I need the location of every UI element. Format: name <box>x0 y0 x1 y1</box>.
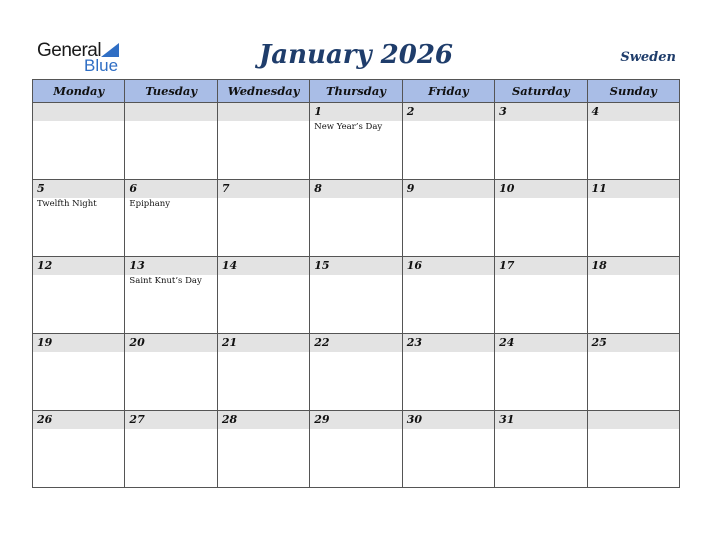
day-number: 2 <box>403 103 494 121</box>
day-cell <box>587 257 679 334</box>
weekday-monday: Monday <box>33 80 125 103</box>
holiday-label <box>495 198 586 199</box>
day-number: 26 <box>33 411 124 429</box>
day-cell <box>33 334 125 411</box>
day-cell <box>495 257 587 334</box>
weekday-saturday: Saturday <box>495 80 587 103</box>
day-number: 28 <box>218 411 309 429</box>
day-cell <box>125 180 217 257</box>
holiday-label <box>218 198 309 199</box>
day-number <box>218 103 309 121</box>
holiday-label <box>218 275 309 276</box>
holiday-label <box>495 121 586 122</box>
week-row <box>33 411 680 488</box>
day-cell <box>587 334 679 411</box>
day-number: 27 <box>125 411 216 429</box>
week-row <box>33 180 680 257</box>
country-label: Sweden <box>620 50 676 65</box>
holiday-label <box>310 352 401 353</box>
holiday-label <box>495 352 586 353</box>
holiday-label <box>588 429 679 430</box>
weekday-tuesday: Tuesday <box>125 80 217 103</box>
day-number: 22 <box>310 334 401 352</box>
holiday-label <box>33 275 124 276</box>
holiday-label <box>33 121 124 122</box>
holiday-label: New Year’s Day <box>314 122 383 132</box>
holiday-label <box>588 198 679 199</box>
day-cell <box>310 334 402 411</box>
holiday-label <box>310 429 401 430</box>
day-number: 1 <box>310 103 401 121</box>
day-cell <box>310 103 402 180</box>
day-cell <box>33 103 125 180</box>
holiday-label: Twelfth Night <box>37 199 97 209</box>
day-number: 15 <box>310 257 401 275</box>
day-cell <box>125 257 217 334</box>
day-number: 17 <box>495 257 586 275</box>
day-number: 23 <box>403 334 494 352</box>
calendar-title: January 2026 <box>258 40 454 70</box>
holiday-label <box>125 352 216 353</box>
weekday-friday: Friday <box>402 80 494 103</box>
weekday-wednesday: Wednesday <box>217 80 309 103</box>
holiday-label <box>403 121 494 122</box>
holiday-label <box>33 352 124 353</box>
logo-text-general: General <box>37 40 102 61</box>
day-cell <box>495 411 587 488</box>
logo-text-blue: Blue <box>84 56 119 75</box>
day-number: 11 <box>588 180 679 198</box>
holiday-label <box>125 429 216 430</box>
holiday-label <box>125 121 216 122</box>
calendar-grid <box>32 79 680 488</box>
holiday-label <box>588 121 679 122</box>
holiday-label <box>403 429 494 430</box>
day-number: 14 <box>218 257 309 275</box>
holiday-label <box>403 352 494 353</box>
holiday-label: Saint Knut’s Day <box>129 276 202 286</box>
holiday-label <box>403 198 494 199</box>
day-number: 19 <box>33 334 124 352</box>
day-cell <box>125 411 217 488</box>
day-number <box>588 411 679 429</box>
day-number: 3 <box>495 103 586 121</box>
day-cell <box>33 180 125 257</box>
holiday-label <box>588 275 679 276</box>
day-cell <box>33 257 125 334</box>
day-cell <box>217 334 309 411</box>
day-cell <box>217 180 309 257</box>
day-cell <box>310 257 402 334</box>
day-cell <box>402 257 494 334</box>
day-number: 31 <box>495 411 586 429</box>
holiday-label <box>218 429 309 430</box>
day-cell <box>217 411 309 488</box>
day-number: 24 <box>495 334 586 352</box>
day-cell <box>587 180 679 257</box>
weekday-header-row <box>33 80 680 103</box>
day-number: 20 <box>125 334 216 352</box>
week-row <box>33 103 680 180</box>
day-number <box>125 103 216 121</box>
day-number: 29 <box>310 411 401 429</box>
day-number: 8 <box>310 180 401 198</box>
day-number: 21 <box>218 334 309 352</box>
day-cell <box>587 411 679 488</box>
week-row <box>33 257 680 334</box>
day-cell <box>33 411 125 488</box>
holiday-label <box>495 275 586 276</box>
holiday-label <box>218 121 309 122</box>
week-row <box>33 334 680 411</box>
holiday-label <box>310 198 401 199</box>
day-cell <box>495 103 587 180</box>
holiday-label <box>218 352 309 353</box>
day-number: 12 <box>33 257 124 275</box>
day-cell <box>310 180 402 257</box>
holiday-label <box>33 429 124 430</box>
day-cell <box>402 180 494 257</box>
holiday-label <box>310 275 401 276</box>
day-cell <box>310 411 402 488</box>
day-cell <box>402 103 494 180</box>
day-number: 9 <box>403 180 494 198</box>
day-number: 4 <box>588 103 679 121</box>
holiday-label <box>403 275 494 276</box>
day-cell <box>402 334 494 411</box>
day-cell <box>125 103 217 180</box>
day-cell <box>495 180 587 257</box>
weekday-thursday: Thursday <box>310 80 402 103</box>
day-cell <box>402 411 494 488</box>
holiday-label <box>588 352 679 353</box>
day-number: 10 <box>495 180 586 198</box>
day-number: 18 <box>588 257 679 275</box>
day-cell <box>217 257 309 334</box>
day-number: 30 <box>403 411 494 429</box>
holiday-label: Epiphany <box>129 199 171 209</box>
day-cell <box>495 334 587 411</box>
day-number: 5 <box>33 180 124 198</box>
day-number <box>33 103 124 121</box>
day-number: 13 <box>125 257 216 275</box>
day-cell <box>125 334 217 411</box>
weekday-sunday: Sunday <box>587 80 679 103</box>
day-number: 6 <box>125 180 216 198</box>
day-number: 7 <box>218 180 309 198</box>
holiday-label <box>495 429 586 430</box>
day-cell <box>587 103 679 180</box>
day-number: 16 <box>403 257 494 275</box>
day-cell <box>217 103 309 180</box>
day-number: 25 <box>588 334 679 352</box>
